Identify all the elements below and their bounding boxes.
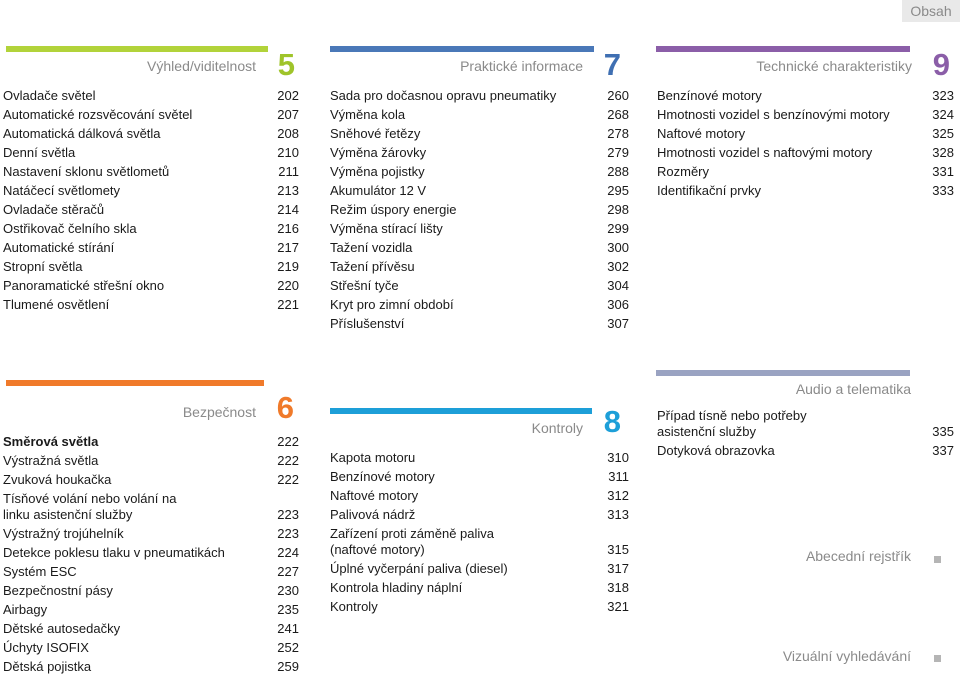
- toc-item[interactable]: [330, 164, 629, 180]
- toc-item-label: Tažení přívěsu: [330, 259, 415, 274]
- toc-item-page: 220: [277, 278, 299, 293]
- toc-item[interactable]: [657, 145, 954, 161]
- toc-item-page: 333: [932, 183, 954, 198]
- toc-item[interactable]: [3, 659, 299, 675]
- toc-item[interactable]: [3, 145, 299, 161]
- toc-item-page: 227: [277, 564, 299, 579]
- toc-item-page: 279: [607, 145, 629, 160]
- toc-item-page: 210: [277, 145, 299, 160]
- toc-item[interactable]: [3, 259, 299, 275]
- toc-item-label: Kapota motoru: [330, 450, 416, 465]
- toc-item[interactable]: [3, 240, 299, 256]
- section-number: 6: [276, 390, 294, 425]
- toc-item-label: Tísňové volání nebo volání na linku asistenční služby: [3, 491, 177, 522]
- toc-item[interactable]: [3, 278, 299, 294]
- toc-item-page: 216: [277, 221, 299, 236]
- toc-item-page: 208: [277, 126, 299, 141]
- toc-item[interactable]: [657, 126, 954, 142]
- section-bar: [330, 46, 594, 52]
- section-bar: [656, 46, 910, 52]
- section-list: [3, 434, 299, 678]
- toc-item-label: Dětské autosedačky: [3, 621, 121, 636]
- toc-item-page: 312: [607, 488, 629, 503]
- toc-item-label: Detekce poklesu tlaku v pneumatikách: [3, 545, 225, 560]
- toc-item-label: Palivová nádrž: [330, 507, 416, 522]
- section-bezpecnost: [3, 380, 300, 677]
- toc-item[interactable]: [330, 599, 629, 615]
- section-prakticke-informace: [330, 46, 629, 346]
- toc-item-page: 235: [277, 602, 299, 617]
- toc-item-label: Případ tísně nebo potřeby asistenční služby: [657, 408, 807, 439]
- toc-item[interactable]: [330, 126, 629, 142]
- toc-item[interactable]: [330, 580, 629, 596]
- toc-item-page: 214: [277, 202, 299, 217]
- toc-item-label: Dětská pojistka: [3, 659, 92, 674]
- toc-item[interactable]: [3, 164, 299, 180]
- section-title: Bezpečnost: [182, 404, 256, 420]
- toc-item[interactable]: [3, 491, 299, 523]
- section-title: Kontroly: [531, 420, 583, 436]
- toc-item-label: Kryt pro zimní období: [330, 297, 454, 312]
- toc-item[interactable]: [3, 545, 299, 561]
- toc-item[interactable]: [330, 107, 629, 123]
- toc-item-label: Střešní tyče: [330, 278, 399, 293]
- section-technicke-charakteristiky: [656, 46, 954, 246]
- toc-item-page: 268: [607, 107, 629, 122]
- toc-item[interactable]: [330, 526, 629, 558]
- toc-item-label: Sada pro dočasnou opravu pneumatiky: [330, 88, 557, 103]
- abecedni-rejstrik-link[interactable]: Abecední rejstřík: [805, 548, 911, 564]
- toc-item-label: Příslušenství: [330, 316, 405, 331]
- toc-item[interactable]: [3, 202, 299, 218]
- toc-item-page: 304: [607, 278, 629, 293]
- toc-item[interactable]: [3, 126, 299, 142]
- toc-item[interactable]: [3, 221, 299, 237]
- toc-item-page: 324: [932, 107, 954, 122]
- section-title: Praktické informace: [460, 58, 583, 74]
- toc-item-label: Ovladače stěračů: [3, 202, 105, 217]
- toc-item-label: Naftové motory: [330, 488, 419, 503]
- toc-item[interactable]: [657, 183, 954, 199]
- toc-item[interactable]: [330, 450, 629, 466]
- section-number: 8: [603, 404, 621, 439]
- toc-item[interactable]: [330, 316, 629, 332]
- toc-item[interactable]: [330, 469, 629, 485]
- toc-item-page: 300: [607, 240, 629, 255]
- toc-item[interactable]: [330, 202, 629, 218]
- toc-item-label: Sněhové řetězy: [330, 126, 421, 141]
- toc-item-page: 317: [607, 561, 629, 576]
- toc-item-label: Výměna pojistky: [330, 164, 425, 179]
- toc-item-label: Výstražná světla: [3, 453, 99, 468]
- toc-item-page: 295: [607, 183, 629, 198]
- section-bar: [656, 370, 910, 376]
- toc-item-page: 223: [277, 526, 299, 541]
- toc-item-label: Ostřikovač čelního skla: [3, 221, 137, 236]
- toc-item-page: 302: [607, 259, 629, 274]
- section-list: [330, 88, 629, 335]
- section-number: 9: [932, 47, 950, 82]
- toc-item[interactable]: [3, 434, 299, 450]
- toc-item-page: 331: [932, 164, 954, 179]
- toc-item-label: Benzínové motory: [657, 88, 762, 103]
- toc-item[interactable]: [657, 408, 954, 440]
- toc-item-page: 278: [607, 126, 629, 141]
- toc-item-page: 207: [277, 107, 299, 122]
- toc-item[interactable]: [3, 88, 299, 104]
- toc-item[interactable]: [330, 278, 629, 294]
- toc-item-label: Benzínové motory: [330, 469, 435, 484]
- toc-item-page: 222: [277, 434, 299, 449]
- section-list: [330, 450, 629, 618]
- toc-item-label: Automatické rozsvěcování světel: [3, 107, 193, 122]
- section-list: [657, 408, 954, 462]
- toc-item[interactable]: [330, 88, 629, 104]
- toc-item[interactable]: [330, 259, 629, 275]
- toc-item[interactable]: [3, 564, 299, 580]
- bullet-square-icon: [934, 556, 941, 563]
- section-number: 5: [277, 47, 295, 82]
- toc-item[interactable]: [3, 472, 299, 488]
- toc-item-page: 219: [277, 259, 299, 274]
- toc-item-page: 328: [932, 145, 954, 160]
- section-bar: [6, 46, 268, 52]
- toc-item-page: 298: [607, 202, 629, 217]
- toc-item-label: Výměna žárovky: [330, 145, 427, 160]
- toc-item-label: Kontrola hladiny náplní: [330, 580, 463, 595]
- vizualni-vyhledavani-link[interactable]: Vizuální vyhledávání: [782, 648, 911, 664]
- section-title: Audio a telematika: [795, 381, 911, 397]
- toc-item-page: 252: [277, 640, 299, 655]
- toc-item-page: 306: [607, 297, 629, 312]
- toc-item-label: Airbagy: [3, 602, 48, 617]
- toc-item[interactable]: [3, 453, 299, 469]
- toc-item-label: Hmotnosti vozidel s benzínovými motory: [657, 107, 890, 122]
- section-title: Technické charakteristiky: [756, 58, 912, 74]
- section-list: [3, 88, 299, 316]
- toc-item-page: 318: [607, 580, 629, 595]
- toc-item-label: Bezpečnostní pásy: [3, 583, 113, 598]
- toc-item[interactable]: [657, 164, 954, 180]
- toc-item-page: 217: [277, 240, 299, 255]
- toc-item-label: Dotyková obrazovka: [657, 443, 775, 458]
- section-kontroly: [330, 404, 629, 628]
- toc-item-label: Panoramatické střešní okno: [3, 278, 165, 293]
- toc-item-page: 259: [277, 659, 299, 674]
- toc-item[interactable]: [330, 507, 629, 523]
- toc-item[interactable]: [3, 183, 299, 199]
- toc-item-page: 315: [607, 542, 629, 557]
- toc-item-label: Rozměry: [657, 164, 710, 179]
- bullet-square-icon: [934, 655, 941, 662]
- toc-item-label: Směrová světla: [3, 434, 99, 449]
- toc-item[interactable]: [3, 526, 299, 542]
- section-vyhled-viditelnost: [3, 46, 300, 326]
- toc-item-label: Výměna kola: [330, 107, 406, 122]
- toc-item-page: 223: [277, 507, 299, 522]
- toc-item-label: Kontroly: [330, 599, 378, 614]
- toc-item-page: 337: [932, 443, 954, 458]
- section-list: [657, 88, 954, 202]
- section-bar: [330, 408, 592, 414]
- toc-item-label: Úchyty ISOFIX: [3, 640, 89, 655]
- toc-item[interactable]: [3, 621, 299, 637]
- toc-item-label: Natáčecí světlomety: [3, 183, 121, 198]
- toc-item-page: 335: [932, 424, 954, 439]
- toc-item[interactable]: [330, 221, 629, 237]
- toc-item-label: Tažení vozidla: [330, 240, 413, 255]
- toc-item-label: Systém ESC: [3, 564, 77, 579]
- toc-item-page: 224: [277, 545, 299, 560]
- toc-item-page: 221: [277, 297, 299, 312]
- toc-item[interactable]: [330, 145, 629, 161]
- toc-item-page: 299: [607, 221, 629, 236]
- section-number: 7: [603, 47, 621, 82]
- toc-item-page: 222: [277, 453, 299, 468]
- toc-item-label: Úplné vyčerpání paliva (diesel): [330, 561, 508, 576]
- toc-item-page: 307: [607, 316, 629, 331]
- toc-item[interactable]: [330, 488, 629, 504]
- toc-item[interactable]: [657, 88, 954, 104]
- toc-item[interactable]: [330, 240, 629, 256]
- obsah-tab[interactable]: Obsah: [902, 0, 960, 22]
- toc-item-label: Zařízení proti záměně paliva (naftové motory): [330, 526, 495, 557]
- toc-item-page: 323: [932, 88, 954, 103]
- toc-item-page: 241: [277, 621, 299, 636]
- section-audio-telematika: [656, 370, 954, 490]
- toc-item-page: 222: [277, 472, 299, 487]
- toc-item-label: Ovladače světel: [3, 88, 96, 103]
- toc-item-page: 321: [607, 599, 629, 614]
- toc-item-page: 211: [278, 164, 299, 179]
- toc-item[interactable]: [330, 561, 629, 577]
- toc-item-label: Automatická dálková světla: [3, 126, 161, 141]
- toc-item[interactable]: [657, 107, 954, 123]
- toc-item-label: Identifikační prvky: [657, 183, 762, 198]
- toc-item[interactable]: [3, 583, 299, 599]
- toc-item-label: Akumulátor 12 V: [330, 183, 427, 198]
- toc-item-label: Výstražný trojúhelník: [3, 526, 124, 541]
- section-bar: [6, 380, 264, 386]
- section-title: Výhled/viditelnost: [147, 58, 256, 74]
- toc-item[interactable]: [3, 602, 299, 618]
- toc-item-page: 310: [607, 450, 629, 465]
- toc-item-label: Nastavení sklonu světlometů: [3, 164, 170, 179]
- toc-item-page: 313: [607, 507, 629, 522]
- toc-item-page: 230: [277, 583, 299, 598]
- toc-item-page: 325: [932, 126, 954, 141]
- toc-item-label: Naftové motory: [657, 126, 746, 141]
- toc-item-page: 260: [607, 88, 629, 103]
- toc-item-label: Hmotnosti vozidel s naftovými motory: [657, 145, 873, 160]
- toc-item[interactable]: [657, 443, 954, 459]
- toc-item-label: Stropní světla: [3, 259, 83, 274]
- toc-item-page: 288: [607, 164, 629, 179]
- toc-item-label: Výměna stírací lišty: [330, 221, 443, 236]
- toc-item-page: 202: [277, 88, 299, 103]
- toc-item[interactable]: [330, 183, 629, 199]
- toc-item-label: Denní světla: [3, 145, 76, 160]
- toc-item-label: Zvuková houkačka: [3, 472, 112, 487]
- toc-item[interactable]: [3, 297, 299, 313]
- toc-item[interactable]: [330, 297, 629, 313]
- toc-item[interactable]: [3, 640, 299, 656]
- toc-item-page: 311: [608, 469, 629, 484]
- toc-item-label: Režim úspory energie: [330, 202, 457, 217]
- toc-item-page: 213: [277, 183, 299, 198]
- toc-item[interactable]: [3, 107, 299, 123]
- toc-item-label: Automatické stírání: [3, 240, 115, 255]
- toc-item-label: Tlumené osvětlení: [3, 297, 110, 312]
